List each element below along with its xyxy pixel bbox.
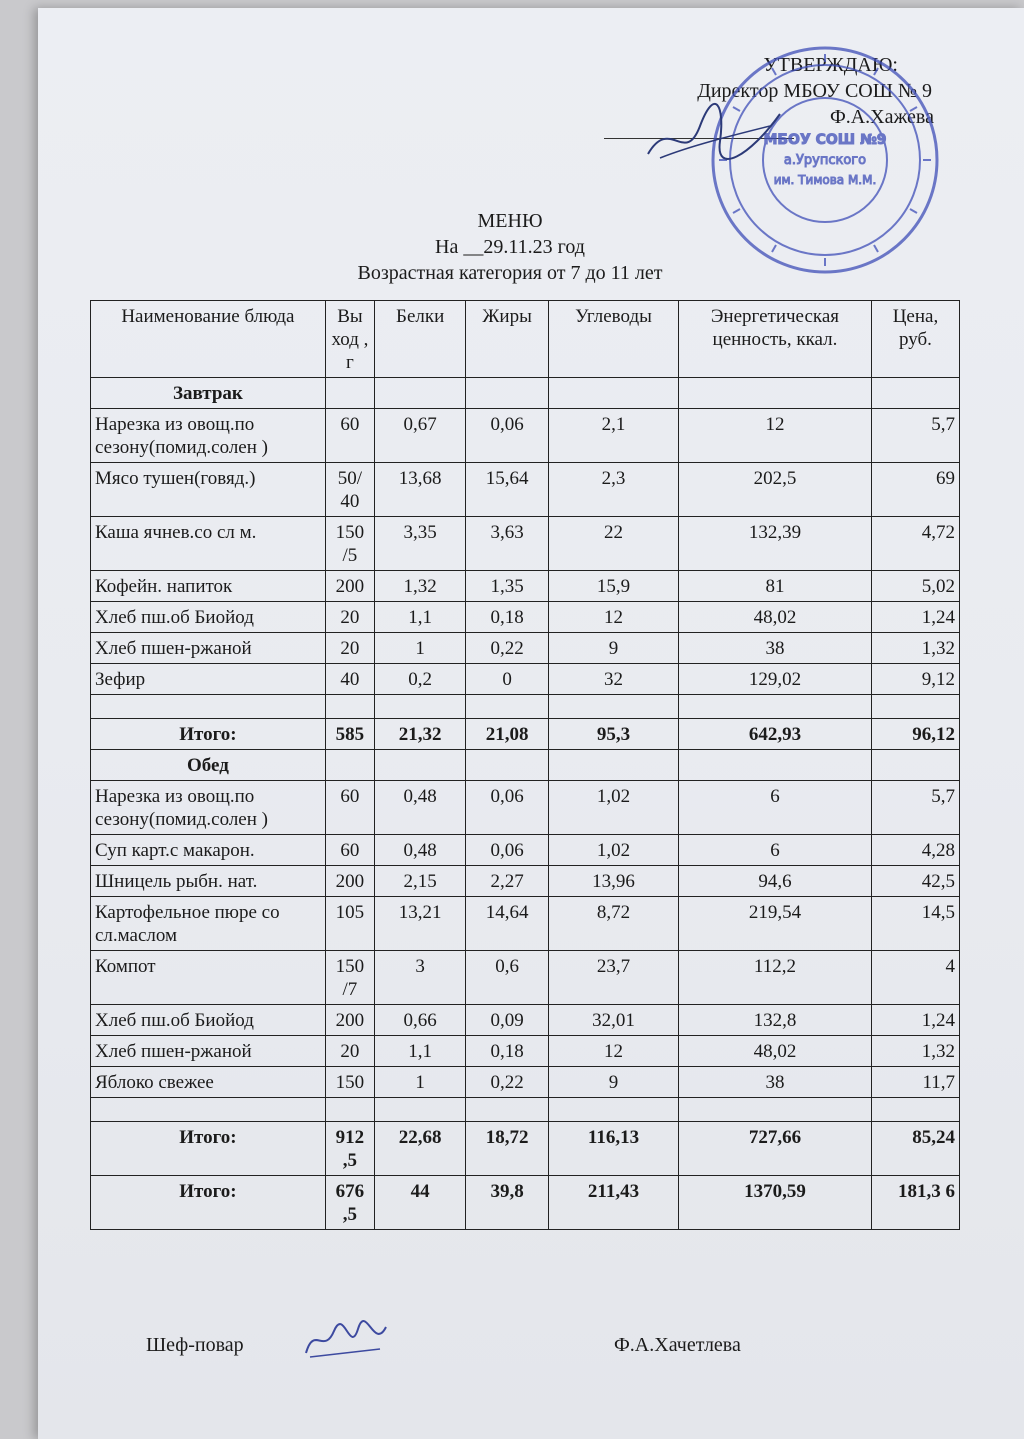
director-signature [640, 96, 790, 176]
table-row [91, 781, 960, 835]
section-title: Завтрак [91, 378, 326, 409]
cell-price: 69 [871, 463, 959, 517]
section-title: Обед [91, 750, 326, 781]
table-row [91, 951, 960, 1005]
cell-carbs: 22 [549, 517, 679, 571]
cell-dish-name: Зефир [91, 664, 326, 695]
section-total-row [91, 719, 960, 750]
cell-dish-name: Нарезка из овощ.по сезону(помид.солен ) [91, 781, 326, 835]
cell-protein: 21,32 [375, 719, 466, 750]
cell-portion: 60 [325, 781, 374, 835]
cell-dish-name: Суп карт.с макарон. [91, 835, 326, 866]
cell-protein: 0,2 [375, 664, 466, 695]
header-dish-name: Наименование блюда [91, 301, 326, 378]
cell-dish-name: Итого: [91, 719, 326, 750]
cell-portion: 200 [325, 866, 374, 897]
cell-energy: 81 [679, 571, 872, 602]
table-row [91, 664, 960, 695]
cell-energy: 48,02 [679, 1036, 872, 1067]
cell-portion: 20 [325, 633, 374, 664]
cell-energy: 219,54 [679, 897, 872, 951]
cell-price: 96,12 [871, 719, 959, 750]
document-title: МЕНЮ [477, 210, 543, 232]
cell-carbs: 9 [549, 1067, 679, 1098]
cell-price: 4 [871, 951, 959, 1005]
cell-energy: 6 [679, 835, 872, 866]
stamp-line-2: а.Урупского [783, 153, 867, 168]
cell-portion: 200 [325, 571, 374, 602]
cell-carbs: 32 [549, 664, 679, 695]
chef-signature [300, 1315, 390, 1365]
menu-date: На __29.11.23 год [435, 236, 585, 258]
table-row [91, 517, 960, 571]
cell-price: 5,7 [871, 781, 959, 835]
cell-price: 9,12 [871, 664, 959, 695]
table-row [91, 633, 960, 664]
cell-protein: 3,35 [375, 517, 466, 571]
cell-portion: 105 [325, 897, 374, 951]
cell-protein: 0,48 [375, 781, 466, 835]
cell-price: 5,02 [871, 571, 959, 602]
cell-carbs: 1,02 [549, 781, 679, 835]
chef-label: Шеф-повар [146, 1334, 244, 1356]
cell-dish-name: Нарезка из овощ.по сезону(помид.солен ) [91, 409, 326, 463]
header-fat: Жиры [466, 301, 549, 378]
cell-carbs: 12 [549, 1036, 679, 1067]
header-price: Цена, руб. [871, 301, 959, 378]
cell-fat: 0,22 [466, 1067, 549, 1098]
cell-energy: 12 [679, 409, 872, 463]
cell-fat: 0,06 [466, 835, 549, 866]
cell-fat: 21,08 [466, 719, 549, 750]
cell-fat: 0,06 [466, 409, 549, 463]
cell-protein: 0,66 [375, 1005, 466, 1036]
cell-energy: 38 [679, 1067, 872, 1098]
cell-energy: 727,66 [679, 1122, 872, 1176]
cell-fat: 0,06 [466, 781, 549, 835]
cell-protein: 0,67 [375, 409, 466, 463]
cell-portion: 200 [325, 1005, 374, 1036]
document-heading [290, 208, 730, 286]
cell-dish-name: Хлеб пш.об Биойод [91, 602, 326, 633]
section-header-row [91, 750, 960, 781]
cell-carbs: 211,43 [549, 1176, 679, 1230]
cell-portion: 585 [325, 719, 374, 750]
cell-carbs: 9 [549, 633, 679, 664]
cell-portion: 50/ 40 [325, 463, 374, 517]
table-row [91, 409, 960, 463]
cell-price: 85,24 [871, 1122, 959, 1176]
cell-protein: 13,21 [375, 897, 466, 951]
cell-carbs: 13,96 [549, 866, 679, 897]
spacer-row [91, 1098, 960, 1122]
cell-fat: 39,8 [466, 1176, 549, 1230]
cell-carbs: 2,3 [549, 463, 679, 517]
cell-fat: 18,72 [466, 1122, 549, 1176]
cell-price: 181,3 6 [871, 1176, 959, 1230]
cell-dish-name: Компот [91, 951, 326, 1005]
cell-carbs: 32,01 [549, 1005, 679, 1036]
cell-dish-name: Итого: [91, 1176, 326, 1230]
cell-carbs: 2,1 [549, 409, 679, 463]
cell-price: 1,24 [871, 1005, 959, 1036]
cell-portion: 60 [325, 409, 374, 463]
cell-energy: 94,6 [679, 866, 872, 897]
approval-position: Директор МБОУ СОШ № 9 [697, 80, 932, 102]
cell-price: 5,7 [871, 409, 959, 463]
cell-fat: 0,18 [466, 602, 549, 633]
cell-fat: 0,6 [466, 951, 549, 1005]
cell-price: 1,24 [871, 602, 959, 633]
cell-dish-name: Яблоко свежее [91, 1067, 326, 1098]
cell-carbs: 12 [549, 602, 679, 633]
approval-name: Ф.А.Хажева [829, 106, 934, 128]
cell-portion: 60 [325, 835, 374, 866]
stamp-line-3: им. Тимова М.М. [773, 173, 877, 187]
cell-fat: 1,35 [466, 571, 549, 602]
cell-dish-name: Итого: [91, 1122, 326, 1176]
cell-energy: 202,5 [679, 463, 872, 517]
cell-price: 11,7 [871, 1067, 959, 1098]
cell-energy: 38 [679, 633, 872, 664]
cell-carbs: 1,02 [549, 835, 679, 866]
cell-price: 4,28 [871, 835, 959, 866]
cell-price: 1,32 [871, 1036, 959, 1067]
cell-portion: 912 ,5 [325, 1122, 374, 1176]
header-carbs: Углеводы [549, 301, 679, 378]
header-energy: Энергетическая ценность, ккал. [679, 301, 872, 378]
table-row [91, 1005, 960, 1036]
table-row [91, 571, 960, 602]
table-row [91, 463, 960, 517]
cell-price: 4,72 [871, 517, 959, 571]
cell-dish-name: Картофельное пюре со сл.маслом [91, 897, 326, 951]
cell-protein: 2,15 [375, 866, 466, 897]
header-portion: Вы ход , г [325, 301, 374, 378]
cell-carbs: 8,72 [549, 897, 679, 951]
cell-protein: 1,1 [375, 602, 466, 633]
cell-portion: 40 [325, 664, 374, 695]
cell-carbs: 95,3 [549, 719, 679, 750]
cell-protein: 13,68 [375, 463, 466, 517]
cell-dish-name: Хлеб пш.об Биойод [91, 1005, 326, 1036]
cell-price: 14,5 [871, 897, 959, 951]
cell-portion: 150 /5 [325, 517, 374, 571]
cell-protein: 1,1 [375, 1036, 466, 1067]
cell-portion: 676 ,5 [325, 1176, 374, 1230]
cell-protein: 22,68 [375, 1122, 466, 1176]
table-row [91, 1067, 960, 1098]
cell-fat: 2,27 [466, 866, 549, 897]
cell-energy: 642,93 [679, 719, 872, 750]
spacer-row [91, 695, 960, 719]
cell-fat: 0,18 [466, 1036, 549, 1067]
cell-fat: 0 [466, 664, 549, 695]
cell-price: 1,32 [871, 633, 959, 664]
table-row [91, 602, 960, 633]
cell-protein: 1,32 [375, 571, 466, 602]
cell-carbs: 23,7 [549, 951, 679, 1005]
cell-fat: 14,64 [466, 897, 549, 951]
cell-energy: 6 [679, 781, 872, 835]
cell-portion: 150 [325, 1067, 374, 1098]
chef-name: Ф.А.Хачетлева [614, 1334, 741, 1356]
cell-protein: 1 [375, 633, 466, 664]
cell-fat: 15,64 [466, 463, 549, 517]
cell-dish-name: Кофейн. напиток [91, 571, 326, 602]
cell-carbs: 15,9 [549, 571, 679, 602]
cell-dish-name: Хлеб пшен-ржаной [91, 1036, 326, 1067]
cell-portion: 20 [325, 1036, 374, 1067]
cell-dish-name: Каша ячнев.со сл м. [91, 517, 326, 571]
approval-title: УТВЕРЖДАЮ: [763, 54, 898, 76]
cell-protein: 44 [375, 1176, 466, 1230]
section-total-row [91, 1122, 960, 1176]
menu-table-body [91, 378, 960, 1230]
cell-carbs: 116,13 [549, 1122, 679, 1176]
section-header-row [91, 378, 960, 409]
age-category: Возрастная категория от 7 до 11 лет [357, 262, 663, 284]
cell-price: 42,5 [871, 866, 959, 897]
cell-protein: 3 [375, 951, 466, 1005]
cell-fat: 0,22 [466, 633, 549, 664]
cell-dish-name: Шницель рыбн. нат. [91, 866, 326, 897]
table-row [91, 1036, 960, 1067]
cell-dish-name: Хлеб пшен-ржаной [91, 633, 326, 664]
stamp-line-1: МБОУ СОШ №9 [763, 132, 887, 148]
cell-fat: 3,63 [466, 517, 549, 571]
cell-portion: 20 [325, 602, 374, 633]
cell-protein: 0,48 [375, 835, 466, 866]
table-header-row [91, 301, 960, 378]
grand-total-row [91, 1176, 960, 1230]
cell-energy: 132,8 [679, 1005, 872, 1036]
header-protein: Белки [375, 301, 466, 378]
menu-table [90, 300, 960, 1230]
table-row [91, 897, 960, 951]
cell-energy: 1370,59 [679, 1176, 872, 1230]
cell-protein: 1 [375, 1067, 466, 1098]
cell-energy: 132,39 [679, 517, 872, 571]
cell-fat: 0,09 [466, 1005, 549, 1036]
cell-energy: 129,02 [679, 664, 872, 695]
table-row [91, 866, 960, 897]
cell-energy: 112,2 [679, 951, 872, 1005]
cell-dish-name: Мясо тушен(говяд.) [91, 463, 326, 517]
cell-energy: 48,02 [679, 602, 872, 633]
cell-portion: 150 /7 [325, 951, 374, 1005]
table-row [91, 835, 960, 866]
